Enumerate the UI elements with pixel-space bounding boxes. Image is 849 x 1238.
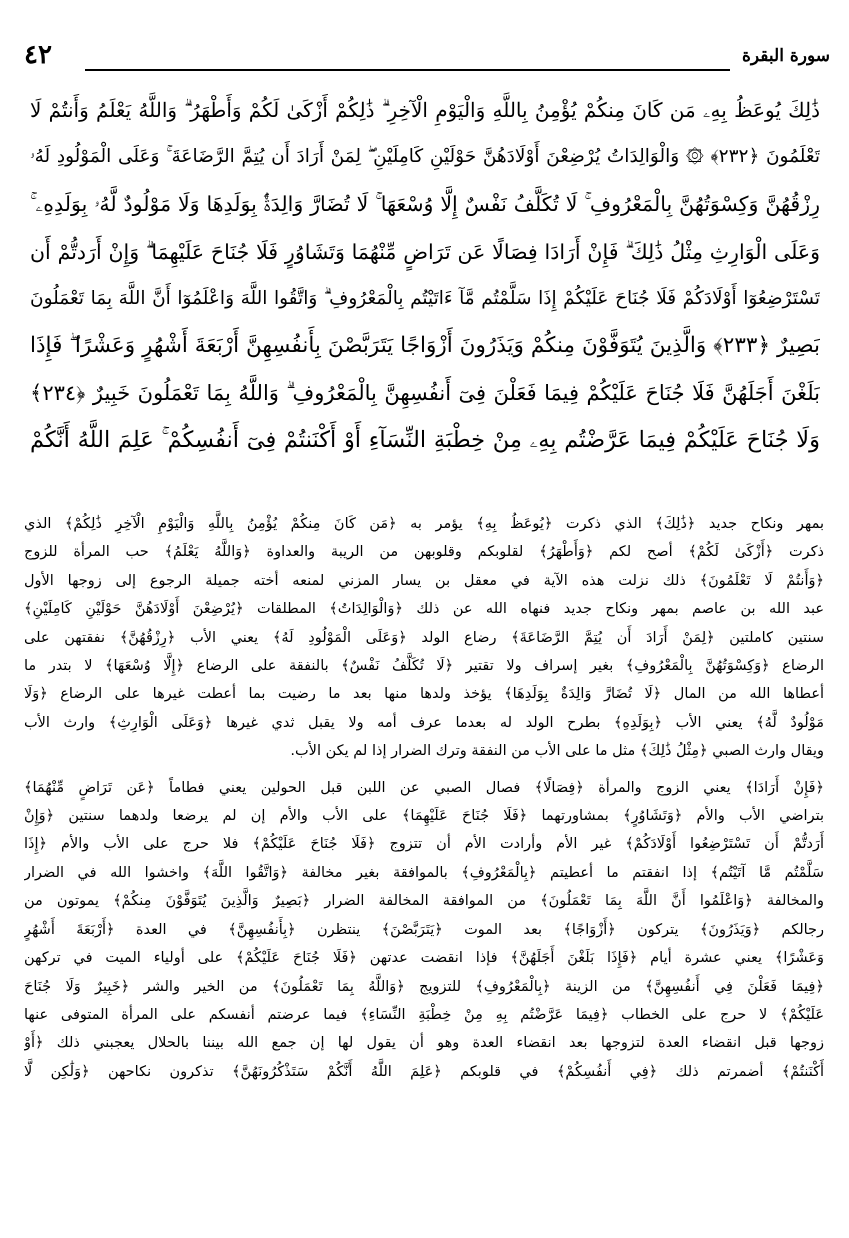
page-number: ٤٢ xyxy=(24,40,52,70)
tafsir-line: ﴿فَإِنْ أَرَادَا﴾ يعني الزوج والمرأة ﴿فِصَالًا﴾ فصال الصبي عن اللبن قبل الحولين يعني فطاماً ﴿عَن تَرَاضٍ مِّنْهُمَا﴾ xyxy=(24,779,824,796)
tafsir-line: ذكرت ﴿أَزْكَىٰ لَكُمْ﴾ أصح لكم ﴿وَأَطْهَرُ﴾ لقلوبكم وقلوبهن من الريبة والعداوة ﴿وَاللَّهُ يَعْلَمُ﴾ حب المرأة للزوج xyxy=(24,544,824,561)
quran-line: وَلَا جُنَاحَ عَلَيْكُمْ فِيمَا عَرَّضْتُم بِهِۦ مِنْ خِطْبَةِ النِّسَآءِ أَوْ أَكْنَنتُمْ فِىٓ أَنفُسِكُمْ ۚ عَلِمَ اللَّهُ أَنَّكُمْ xyxy=(30,427,820,454)
tafsir-line: عبد الله بن عاصم بمهر ونكاح جديد فنهاه الله عن ذلك ﴿وَالْوَالِدَاتُ﴾ المطلقات ﴿يُرْضِعْنَ أَوْلَادَهُنَّ حَوْلَيْنِ كَامِلَيْنِ﴾ xyxy=(24,601,824,618)
tafsir-line: أَرَدتُّمْ أَن تَسْتَرْضِعُوا أَوْلَادَكُمْ﴾ غير الأم وأرادت الأم أن تتزوج ﴿فَلَا جُنَاحَ عَلَيْكُمْ﴾ فلا حرج على الأب والأم ﴿إِذَا xyxy=(24,836,824,853)
tafsir-line: والمخالفة ﴿وَاعْلَمُوا أَنَّ اللَّهَ بِمَا تَعْمَلُونَ﴾ من الموافقة المخالفة الضرار ﴿بَصِيرٌ وَالَّذِينَ يُتَوَفَّوْنَ مِنكُمْ﴾ يموتون من xyxy=(24,893,824,910)
tafsir-line: رجالكم ﴿وَيَذَرُونَ﴾ يتركون ﴿أَزْوَاجًا﴾ بعد الموت ﴿يَتَرَبَّصْنَ﴾ ينتظرن ﴿بِأَنفُسِهِنَّ﴾ في العدة ﴿أَرْبَعَةَ أَشْهُرٍ xyxy=(24,921,824,938)
tafsir-line: أَكْنَنتُمْ﴾ أضمرتم ذلك ﴿فِي أَنفُسِكُمْ﴾ في قلوبكم ﴿عَلِمَ اللَّهُ أَنَّكُمْ سَتَذْكُرُونَهُنَّ﴾ تذكرون نكاحهن ﴿وَلَٰكِن لَّا xyxy=(24,1063,824,1080)
tafsir-line: بتراضي الأب والأم ﴿وَتَشَاوُرٍ﴾ بمشاورتهما ﴿فَلَا جُنَاحَ عَلَيْهِمَا﴾ على الأب والأم إن لم يرضعا ولدهما سنتين ﴿وَإِنْ xyxy=(24,808,824,825)
tafsir-line: ﴿فِيمَا فَعَلْنَ فِي أَنفُسِهِنَّ﴾ من الزينة ﴿بِالْمَعْرُوفِ﴾ للتزويج ﴿وَاللَّهُ بِمَا تَعْمَلُونَ﴾ من الخير والشر ﴿خَبِيرٌ وَلَا جُنَاحَ xyxy=(24,978,824,995)
tafsir-line: سنتين كاملتين ﴿لِمَنْ أَرَادَ أَن يُتِمَّ الرَّضَاعَةَ﴾ رضاع الولد ﴿وَعَلَى الْمَوْلُودِ لَهُ﴾ يعني الأب ﴿رِزْقُهُنَّ﴾ نفقتهن على xyxy=(24,629,824,646)
tafsir-paragraph xyxy=(24,774,824,1086)
quran-line: بَصِيرٌ ﴿٢٣٣﴾ وَالَّذِينَ يُتَوَفَّوْنَ مِنكُمْ وَيَذَرُونَ أَزْوَاجًا يَتَرَبَّصْنَ بِأَنفُسِهِنَّ أَرْبَعَةَ أَشْهُرٍ وَعَشْرًا ۖ فَإِذَا xyxy=(30,332,820,358)
quran-line: وَعَلَى الْوَارِثِ مِثْلُ ذَٰلِكَ ۗ فَإِنْ أَرَادَا فِصَالًا عَن تَرَاضٍ مِّنْهُمَا وَتَشَاوُرٍ فَلَا جُنَاحَ عَلَيْهِمَا ۗ وَإِنْ أَرَدتُّمْ أَن xyxy=(30,239,820,264)
quran-line: تَسْتَرْضِعُوٓا أَوْلَادَكُمْ فَلَا جُنَاحَ عَلَيْكُمْ إِذَا سَلَّمْتُم مَّآ ءَاتَيْتُم بِالْمَعْرُوفِ ۗ وَاتَّقُوا اللَّهَ وَاعْلَمُوٓا أَنَّ اللَّهَ بِمَا تَعْمَلُونَ xyxy=(30,287,820,309)
tafsir-line: بمهر ونكاح جديد ﴿ذَٰلِكَ﴾ الذي ذكرت ﴿يُوعَظُ بِهِ﴾ يؤمر به ﴿مَن كَانَ مِنكُمْ يُؤْمِنُ بِاللَّهِ وَالْيَوْمِ الْآخِرِ ذَٰلِكُمْ﴾ الذي xyxy=(24,516,824,532)
tafsir-line: أعطاها الله من المال ﴿لَا تُضَارَّ وَالِدَةٌ بِوَلَدِهَا﴾ يؤخذ ولدها منها بعد ما رضيت بما أعطت غيرها على الرضاع ﴿وَلَا xyxy=(24,686,824,703)
tafsir-line: مَوْلُودٌ لَّهُ﴾ يعني الأب ﴿بِوَلَدِهِ﴾ بطرح الولد له بعدما عرف أمه ولا يقبل ثدي غيرها ﴿وَعَلَى الْوَارِثِ﴾ وارث الأب xyxy=(24,714,824,731)
surah-name: سورة البقرة xyxy=(742,46,830,66)
quran-line: بَلَغْنَ أَجَلَهُنَّ فَلَا جُنَاحَ عَلَيْكُمْ فِيمَا فَعَلْنَ فِىٓ أَنفُسِهِنَّ بِالْمَعْرُوفِ ۗ وَاللَّهُ بِمَا تَعْمَلُونَ خَبِيرٌ ﴿٢٣٤﴾ xyxy=(30,381,820,406)
quran-text-block xyxy=(30,88,820,473)
tafsir-line: ويقال وارث الصبي ﴿مِثْلُ ذَٰلِكَ﴾ مثل ما على الأب من النفقة وترك الضرار إذا لم يكن الأب. xyxy=(290,743,824,760)
tafsir-commentary xyxy=(24,510,824,1222)
tafsir-paragraph xyxy=(24,510,824,766)
page-header xyxy=(20,40,830,76)
tafsir-line: وَعَشْرًا﴾ يعني عشرة أيام ﴿فَإِذَا بَلَغْنَ أَجَلَهُنَّ﴾ فإذا انقضت عدتهن ﴿فَلَا جُنَاحَ عَلَيْكُمْ﴾ على أولياء الميت في تركهن xyxy=(24,950,824,967)
tafsir-line: عَلَيْكُمْ﴾ لا حرج على الخطاب ﴿فِيمَا عَرَّضْتُم بِهِ مِنْ خِطْبَةِ النِّسَاءِ﴾ فيما عرضتم أنفسكم على المرأة المتوفى عنها xyxy=(24,1006,824,1023)
tafsir-line: سَلَّمْتُم مَّا آتَيْتُم﴾ إذا انفقتم ما أعطيتم ﴿بِالْمَعْرُوفِ﴾ بالموافقة بغير مخالفة ﴿وَاتَّقُوا اللَّهَ﴾ واخشوا الله في الضرار xyxy=(24,864,824,881)
quran-line: رِزْقُهُنَّ وَكِسْوَتُهُنَّ بِالْمَعْرُوفِ ۚ لَا تُكَلَّفُ نَفْسٌ إِلَّا وُسْعَهَا ۚ لَا تُضَارَّ وَالِدَةٌۢ بِوَلَدِهَا وَلَا مَوْلُودٌ لَّهُۥ بِوَلَدِهِۦ ۚ xyxy=(30,192,820,217)
tafsir-line: ﴿وَأَنتُمْ لَا تَعْلَمُونَ﴾ ذلك نزلت هذه الآية في معقل بن يسار المزني لمنعه أخته جميلة الرجوع إلى زوجها الأول xyxy=(24,572,824,589)
tafsir-line: زوجها قبل انقضاء العدة لتزوجها بعد انقضاء العدة وهو أن يقول لها إن جمع الله بيننا بالحلال يعجبني ذلك ﴿أَوْ xyxy=(24,1035,824,1052)
tafsir-line: الرضاع ﴿وَكِسْوَتُهُنَّ بِالْمَعْرُوفِ﴾ بغير إسراف ولا تقتير ﴿لَا تُكَلَّفُ نَفْسٌ﴾ بالنفقة على الرضاع ﴿إِلَّا وُسْعَهَا﴾ لا بتدر ما xyxy=(24,658,824,675)
header-rule xyxy=(85,69,730,71)
quran-line: ذَٰلِكَ يُوعَظُ بِهِۦ مَن كَانَ مِنكُمْ يُؤْمِنُ بِاللَّهِ وَالْيَوْمِ الْآخِرِ ۗ ذَٰلِكُمْ أَزْكَىٰ لَكُمْ وَأَطْهَرُ ۗ وَاللَّهُ يَعْلَمُ وَأَنتُمْ لَا xyxy=(30,98,820,122)
quran-line: تَعْلَمُونَ ﴿٢٣٢﴾ ۞ وَالْوَالِدَاتُ يُرْضِعْنَ أَوْلَادَهُنَّ حَوْلَيْنِ كَامِلَيْنِ ۖ لِمَنْ أَرَادَ أَن يُتِمَّ الرَّضَاعَةَ ۚ وَعَلَى الْمَوْلُودِ لَهُۥ xyxy=(30,146,820,168)
